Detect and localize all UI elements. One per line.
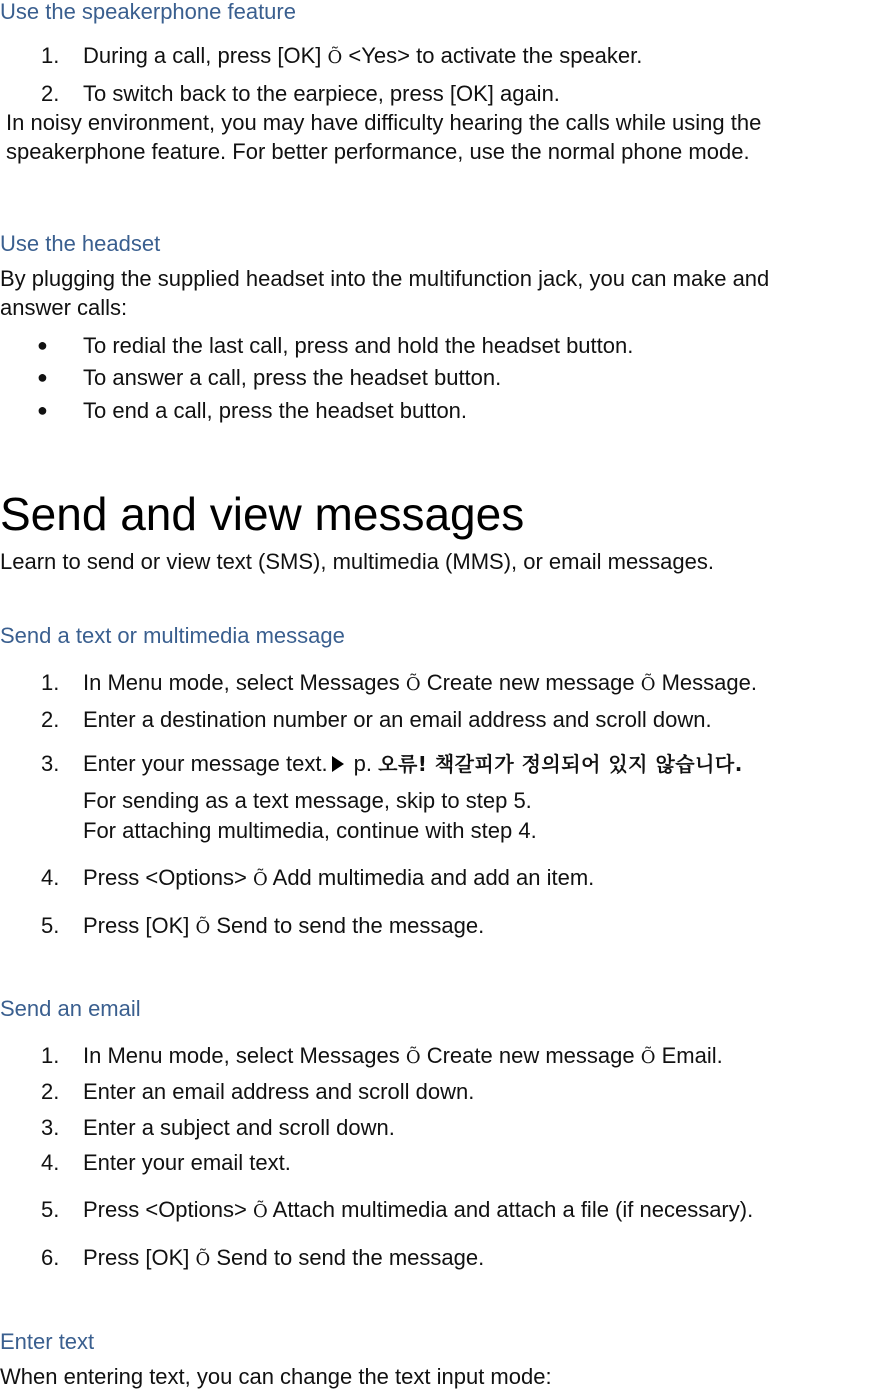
step-subtext: For sending as a text message, skip to step 5. bbox=[83, 788, 532, 813]
step-number: 5. bbox=[41, 1197, 60, 1222]
step-number: 3. bbox=[41, 1115, 60, 1140]
step-text: In Menu mode, select Messages Õ Create new message Õ Message. bbox=[83, 670, 757, 695]
step-text: During a call, press [OK] Õ <Yes> to activate the speaker. bbox=[83, 43, 643, 68]
arrow-symbol: Õ bbox=[195, 1249, 211, 1270]
arrow-symbol: Õ bbox=[640, 674, 656, 695]
arrow-symbol: Õ bbox=[405, 1047, 421, 1068]
step-number: 5. bbox=[41, 913, 60, 938]
section-title: Send and view messages bbox=[0, 488, 525, 540]
page-reference-arrow-icon bbox=[332, 756, 344, 772]
step-text: Enter your email text. bbox=[83, 1150, 291, 1175]
step-number: 4. bbox=[41, 1150, 60, 1175]
step-number: 2. bbox=[41, 81, 60, 106]
bullet-text: To redial the last call, press and hold the headset button. bbox=[83, 333, 634, 358]
step-number: 1. bbox=[41, 1043, 60, 1068]
bullet-text: To end a call, press the headset button. bbox=[83, 398, 468, 423]
step-text: Press <Options> Õ Add multimedia and add an item. bbox=[83, 865, 595, 890]
step-text: In Menu mode, select Messages Õ Create new message Õ Email. bbox=[83, 1043, 723, 1068]
step-text: Press <Options> Õ Attach multimedia and attach a file (if necessary). bbox=[83, 1197, 754, 1222]
step-text: Enter a subject and scroll down. bbox=[83, 1115, 395, 1140]
step-number: 2. bbox=[41, 1079, 60, 1104]
arrow-symbol: Õ bbox=[252, 869, 268, 890]
step-number: 1. bbox=[41, 670, 60, 695]
step-number: 4. bbox=[41, 865, 60, 890]
arrow-symbol: Õ bbox=[640, 1047, 656, 1068]
speakerphone-note-line: speakerphone feature. For better performance, use the normal phone mode. bbox=[6, 139, 750, 164]
bookmark-error-text: 오류! 책갈피가 정의되어 있지 않습니다. bbox=[378, 752, 743, 776]
step-number: 6. bbox=[41, 1245, 60, 1270]
speakerphone-note-line: In noisy environment, you may have difficulty hearing the calls while using the bbox=[6, 110, 762, 135]
headset-intro-line: answer calls: bbox=[0, 295, 128, 320]
enter-text-intro: When entering text, you can change the text input mode: bbox=[0, 1364, 552, 1389]
arrow-symbol: Õ bbox=[252, 1201, 268, 1222]
bullet-icon: ● bbox=[37, 367, 48, 387]
headset-heading: Use the headset bbox=[0, 231, 161, 256]
step-number: 1. bbox=[41, 43, 60, 68]
send-text-heading: Send a text or multimedia message bbox=[0, 623, 345, 648]
bullet-icon: ● bbox=[37, 400, 48, 420]
step-text: Press [OK] Õ Send to send the message. bbox=[83, 913, 485, 938]
speakerphone-heading: Use the speakerphone feature bbox=[0, 0, 296, 24]
step-subtext: For attaching multimedia, continue with step 4. bbox=[83, 818, 537, 843]
section-intro: Learn to send or view text (SMS), multimedia (MMS), or email messages. bbox=[0, 549, 715, 574]
arrow-symbol: Õ bbox=[195, 917, 211, 938]
step-text: To switch back to the earpiece, press [OK] again. bbox=[83, 81, 560, 106]
page-reference-label: p. bbox=[347, 751, 379, 776]
bullet-icon: ● bbox=[37, 335, 48, 355]
enter-text-heading: Enter text bbox=[0, 1329, 95, 1354]
arrow-symbol: Õ bbox=[405, 674, 421, 695]
step-text: Enter a destination number or an email address and scroll down. bbox=[83, 707, 712, 732]
arrow-symbol: Õ bbox=[327, 47, 343, 68]
bullet-text: To answer a call, press the headset button. bbox=[83, 365, 502, 390]
step-text: Press [OK] Õ Send to send the message. bbox=[83, 1245, 485, 1270]
send-email-heading: Send an email bbox=[0, 996, 141, 1021]
step-number: 3. bbox=[41, 751, 60, 776]
step-number: 2. bbox=[41, 707, 60, 732]
step-text: Enter your message text. p. 오류! 책갈피가 정의되어 있지 않습니다. bbox=[83, 751, 743, 776]
step-text: Enter an email address and scroll down. bbox=[83, 1079, 475, 1104]
headset-intro-line: By plugging the supplied headset into the multifunction jack, you can make and bbox=[0, 266, 770, 291]
